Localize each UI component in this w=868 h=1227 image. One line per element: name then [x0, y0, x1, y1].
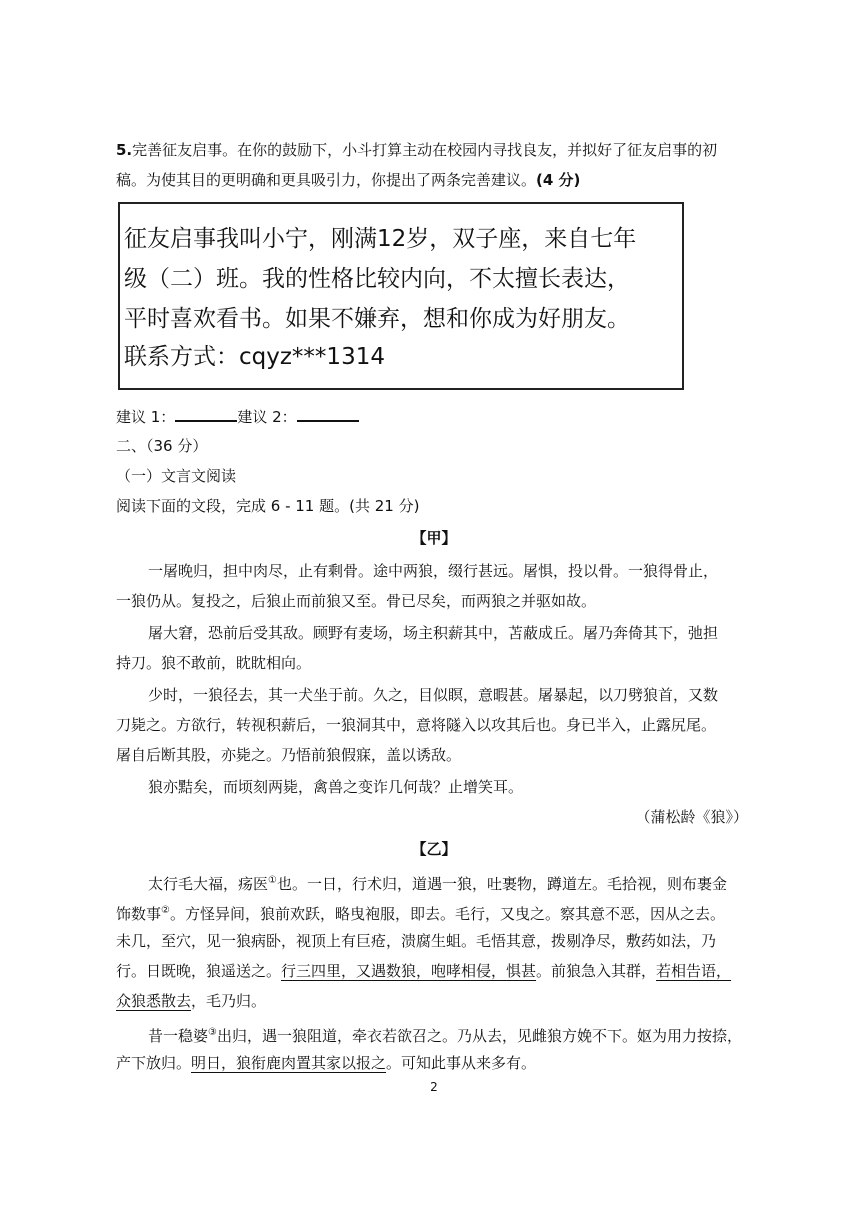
- q5-text-1: 完善征友启事。在你的鼓励下，小斗打算主动在校园内寻找良友，并拟好了征友启事的初: [132, 141, 718, 159]
- underlined-sentence-3: 明日，狼衔鹿肉置其家以报之: [191, 1054, 387, 1072]
- suggestion-1-label: 建议 1：: [116, 408, 176, 426]
- footnote-marker-2: ②: [161, 905, 170, 916]
- notice-line-2: 级（二）班。我的性格比较内向，不太擅长表达，: [124, 266, 630, 292]
- underlined-sentence-2a: 若相告语，: [656, 962, 732, 980]
- yi-p1-line-2-start: 饰数事: [116, 905, 162, 923]
- jia-p3-line-1: 少时，一狼径去，其一犬坐于前。久之，目似瞑，意暇甚。屠暴起，以刀劈狼首，又数: [148, 686, 719, 704]
- yi-p1-line-4-start: 行。日既晚，狼遥送之。: [116, 962, 282, 980]
- yi-p1-line-5: [116, 990, 266, 1012]
- jia-p1-line-1: 一屠晚归，担中肉尽，止有剩骨。途中两狼，缀行甚远。屠惧，投以骨。一狼得骨止，: [148, 562, 719, 580]
- yi-p2-line-1: [148, 1022, 742, 1047]
- yi-p1-line-1: [148, 870, 727, 895]
- footnote-marker-3: ③: [208, 1027, 217, 1038]
- yi-p1-line-1-rest: 也。一日，行术归，道遇一狼，吐裹物，蹲道左。毛拾视，则布裹金: [276, 875, 727, 893]
- jia-p4: 狼亦黠矣，而顷刻两毙，禽兽之变诈几何哉？止增笑耳。: [148, 778, 524, 796]
- yi-p2-line-1-rest: 出归，遇一狼阻道，牵衣若欲召之。乃从去，见雌狼方娩不下。妪为用力按捺，: [216, 1027, 742, 1045]
- yi-p1-line-4: [116, 960, 731, 982]
- q5-number: 5.: [116, 141, 133, 159]
- underlined-sentence-2b: 众狼悉散去: [116, 992, 192, 1010]
- yi-p1-line-1-start: 太行毛大福，疡医: [148, 875, 269, 893]
- section-2-instruction: 阅读下面的文段，完成 6 - 11 题。(共 21 分): [116, 497, 420, 515]
- suggestion-1-blank[interactable]: [175, 406, 237, 422]
- jia-heading: 【甲】: [411, 529, 457, 547]
- yi-p1-line-2: [116, 900, 725, 925]
- yi-p1-line-2-rest: 。方怪异间，狼前欢跃，略曳袍服，即去。毛行，又曳之。察其意不恶，因从之去。: [169, 905, 725, 923]
- q5-score: (4 分): [536, 171, 581, 189]
- notice-box: [118, 202, 684, 390]
- underlined-sentence-1: 行三四里，又遇数狼，咆哮相侵，惧甚: [281, 962, 537, 980]
- section-2-subtitle: （一）文言文阅读: [116, 467, 237, 485]
- jia-p2-line-1: 屠大窘，恐前后受其敌。顾野有麦场，场主积薪其中，苫蔽成丘。屠乃奔倚其下，弛担: [148, 624, 719, 642]
- yi-p1-line-5-rest: ，毛乃归。: [191, 992, 267, 1010]
- jia-p2-line-2: 持刀。狼不敢前，眈眈相向。: [116, 654, 312, 672]
- jia-p3-line-3: 屠自后断其股，亦毙之。乃悟前狼假寐，盖以诱敌。: [116, 746, 462, 764]
- q5-line-1: [116, 139, 717, 161]
- notice-line-1: 征友启事我叫小宁，刚满12岁，双子座，来自七年: [124, 226, 637, 252]
- jia-p1-line-2: 一狼仍从。复投之，后狼止而前狼又至。骨已尽矣，而两狼之并驱如故。: [116, 592, 597, 610]
- yi-p2-line-2-start: 产下放归。: [116, 1054, 192, 1072]
- page-number: 2: [430, 1080, 438, 1094]
- suggestion-row: [116, 406, 359, 428]
- suggestion-2-label: 建议 2：: [237, 408, 297, 426]
- jia-source: （蒲松龄《狼》）: [635, 808, 748, 826]
- yi-p2-line-2: [116, 1052, 536, 1074]
- suggestion-2-blank[interactable]: [297, 406, 359, 422]
- q5-text-2: 稿。为使其目的更明确和更具吸引力，你提出了两条完善建议。: [116, 171, 537, 189]
- yi-p1-line-4-mid: 。前狼急入其群，: [536, 962, 657, 980]
- notice-line-4: 联系方式：cqyz***1314: [124, 344, 385, 370]
- yi-p1-line-3: 未几，至穴，见一狼病卧，视顶上有巨疮，溃腐生蛆。毛悟其意，拨剔净尽，敷药如法，乃: [116, 932, 717, 950]
- yi-heading: 【乙】: [411, 840, 457, 858]
- section-2-title: 二、（36 分）: [116, 437, 208, 455]
- q5-line-2: [116, 169, 580, 191]
- yi-p2-line-2-rest: 。可知此事从来多有。: [386, 1054, 537, 1072]
- jia-p3-line-2: 刀毙之。方欲行，转视积薪后，一狼洞其中，意将隧入以攻其后也。身已半入，止露尻尾。: [116, 716, 717, 734]
- yi-p2-line-1-start: 昔一稳婆: [148, 1027, 209, 1045]
- notice-line-3: 平时喜欢看书。如果不嫌弃，想和你成为好朋友。: [124, 306, 630, 332]
- footnote-marker-1: ①: [268, 875, 277, 886]
